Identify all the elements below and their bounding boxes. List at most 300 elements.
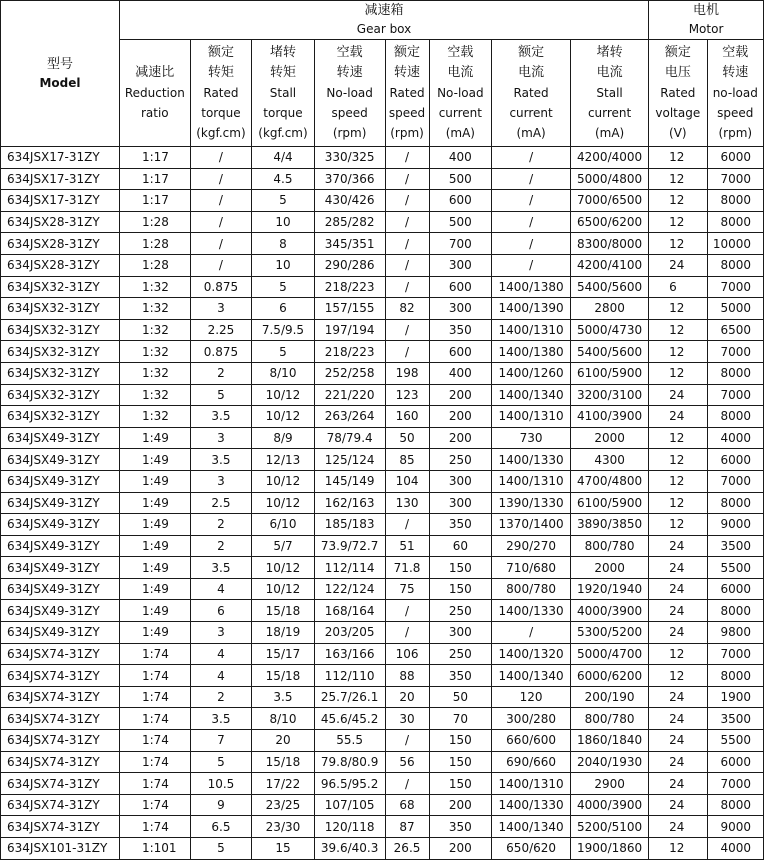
rated-torque-cell: 0.875 [190, 276, 252, 298]
stall-current-cell: 2000 [571, 427, 649, 449]
model-cell: 634JSX49-31ZY [1, 557, 120, 579]
reduction-ratio-cell: 1:32 [119, 298, 190, 320]
rated-torque-cell: / [190, 168, 252, 190]
rated-speed-cell: / [385, 147, 429, 169]
stall-current-cell: 2040/1930 [571, 751, 649, 773]
rated-current-cell: 290/270 [492, 535, 571, 557]
rated-speed-cell: / [385, 233, 429, 255]
table-row [1, 298, 764, 320]
rated-speed-cell: / [385, 276, 429, 298]
no-load-speed-cell: 218/223 [314, 341, 385, 363]
table-row [1, 535, 764, 557]
motor-no-load-speed-cell: 10000 [707, 233, 763, 255]
motor-no-load-speed-header-en: (rpm) [718, 126, 753, 140]
stall-torque-cell: 4.5 [252, 168, 315, 190]
model-cell: 634JSX49-31ZY [1, 578, 120, 600]
no-load-speed-cell: 218/223 [314, 276, 385, 298]
stall-current-header-cn: 堵转 [596, 45, 623, 60]
stall-current-cell: 5200/5100 [571, 816, 649, 838]
no-load-current-header-en: No-load [437, 86, 484, 100]
rated-voltage-cell: 24 [649, 773, 707, 795]
reduction-ratio-cell: 1:49 [119, 470, 190, 492]
reduction-ratio-header-en: Reduction [124, 86, 185, 100]
rated-current-cell: 1400/1320 [492, 643, 571, 665]
rated-torque-cell: / [190, 211, 252, 233]
rated-speed-cell: / [385, 730, 429, 752]
table-row [1, 190, 764, 212]
stall-current-cell: 4000/3900 [571, 794, 649, 816]
rated-current-cell: 1390/1330 [492, 492, 571, 514]
model-cell: 634JSX74-31ZY [1, 708, 120, 730]
no-load-speed-cell: 107/105 [314, 794, 385, 816]
no-load-speed-cell: 122/124 [314, 578, 385, 600]
no-load-current-cell: 200 [429, 794, 492, 816]
table-row [1, 557, 764, 579]
motor-no-load-speed-cell: 3500 [707, 708, 763, 730]
table-row [1, 578, 764, 600]
model-cell: 634JSX17-31ZY [1, 147, 120, 169]
model-cell: 634JSX17-31ZY [1, 168, 120, 190]
stall-torque-cell: 8 [252, 233, 315, 255]
rated-voltage-cell: 24 [649, 751, 707, 773]
stall-current-cell: 4200/4100 [571, 254, 649, 276]
reduction-ratio-cell: 1:32 [119, 384, 190, 406]
table-row [1, 384, 764, 406]
model-cell: 634JSX32-31ZY [1, 362, 120, 384]
stall-torque-cell: 5 [252, 190, 315, 212]
no-load-current-cell: 200 [429, 384, 492, 406]
rated-current-cell: 730 [492, 427, 571, 449]
model-cell: 634JSX28-31ZY [1, 254, 120, 276]
no-load-speed-cell: 370/366 [314, 168, 385, 190]
reduction-ratio-cell: 1:49 [119, 578, 190, 600]
stall-torque-cell: 23/25 [252, 794, 315, 816]
rated-torque-cell: / [190, 147, 252, 169]
rated-current-cell: 1400/1330 [492, 600, 571, 622]
no-load-current-cell: 60 [429, 535, 492, 557]
reduction-ratio-cell: 1:74 [119, 816, 190, 838]
stall-current-header-en: Stall [596, 86, 623, 100]
rated-voltage-cell: 12 [649, 319, 707, 341]
rated-torque-cell: / [190, 254, 252, 276]
motor-no-load-speed-cell: 1900 [707, 686, 763, 708]
motor-no-load-speed-cell: 9000 [707, 514, 763, 536]
rated-voltage-cell: 24 [649, 686, 707, 708]
rated-torque-cell: 2 [190, 535, 252, 557]
stall-torque-cell: 10 [252, 254, 315, 276]
rated-current-header-cn: 额定 [518, 45, 545, 60]
stall-current-cell: 5400/5600 [571, 341, 649, 363]
table-row [1, 427, 764, 449]
stall-current-cell: 800/780 [571, 708, 649, 730]
rated-voltage-cell: 12 [649, 233, 707, 255]
stall-current-cell: 5400/5600 [571, 276, 649, 298]
reduction-ratio-cell: 1:32 [119, 276, 190, 298]
model-cell: 634JSX32-31ZY [1, 341, 120, 363]
rated-current-header-en: current [509, 106, 553, 120]
stall-current-cell: 7000/6500 [571, 190, 649, 212]
stall-current-cell: 800/780 [571, 535, 649, 557]
stall-torque-header-en: (kgf.cm) [258, 126, 308, 140]
model-cell: 634JSX32-31ZY [1, 298, 120, 320]
no-load-current-cell: 350 [429, 665, 492, 687]
stall-torque-cell: 15 [252, 838, 315, 860]
no-load-speed-cell: 163/166 [314, 643, 385, 665]
rated-speed-header-en: speed [388, 106, 426, 120]
stall-current-cell: 3200/3100 [571, 384, 649, 406]
table-row [1, 254, 764, 276]
rated-current-cell: 1370/1400 [492, 514, 571, 536]
no-load-current-cell: 150 [429, 773, 492, 795]
rated-current-cell: 690/660 [492, 751, 571, 773]
table-row [1, 643, 764, 665]
rated-speed-cell: 88 [385, 665, 429, 687]
rated-voltage-cell: 12 [649, 643, 707, 665]
rated-torque-cell: 6 [190, 600, 252, 622]
no-load-speed-cell: 157/155 [314, 298, 385, 320]
model-cell: 634JSX74-31ZY [1, 816, 120, 838]
no-load-current-cell: 300 [429, 254, 492, 276]
model-header [1, 1, 120, 147]
rated-current-cell: / [492, 147, 571, 169]
table-row [1, 794, 764, 816]
model-cell: 634JSX49-31ZY [1, 622, 120, 644]
rated-speed-cell: 50 [385, 427, 429, 449]
rated-voltage-cell: 24 [649, 406, 707, 428]
rated-current-cell: / [492, 190, 571, 212]
rated-speed-cell: 71.8 [385, 557, 429, 579]
rated-torque-header-cn: 转矩 [207, 65, 234, 80]
rated-current-cell: 300/280 [492, 708, 571, 730]
table-row [1, 730, 764, 752]
motor-no-load-speed-cell: 5500 [707, 730, 763, 752]
no-load-current-header-en: current [438, 106, 482, 120]
table-header [1, 1, 764, 147]
rated-voltage-cell: 12 [649, 147, 707, 169]
rated-speed-cell: / [385, 600, 429, 622]
stall-current-cell: 4700/4800 [571, 470, 649, 492]
motor-no-load-speed-header [707, 40, 763, 147]
motor-no-load-speed-cell: 9000 [707, 816, 763, 838]
reduction-ratio-cell: 1:32 [119, 406, 190, 428]
model-cell: 634JSX74-31ZY [1, 794, 120, 816]
no-load-current-cell: 200 [429, 838, 492, 860]
no-load-speed-cell: 345/351 [314, 233, 385, 255]
rated-voltage-cell: 6 [649, 276, 707, 298]
rated-voltage-header-cn: 电压 [664, 65, 691, 80]
rated-speed-cell: / [385, 254, 429, 276]
no-load-current-cell: 600 [429, 190, 492, 212]
rated-voltage-cell: 12 [649, 470, 707, 492]
rated-current-cell: 1400/1310 [492, 406, 571, 428]
model-cell: 634JSX32-31ZY [1, 406, 120, 428]
no-load-speed-cell: 112/114 [314, 557, 385, 579]
motor-no-load-speed-cell: 7000 [707, 470, 763, 492]
rated-current-cell: / [492, 233, 571, 255]
stall-current-cell: 4100/3900 [571, 406, 649, 428]
rated-speed-header-cn: 转速 [394, 65, 421, 80]
no-load-speed-cell: 252/258 [314, 362, 385, 384]
rated-current-cell: 1400/1340 [492, 384, 571, 406]
stall-torque-cell: 10/12 [252, 557, 315, 579]
no-load-speed-cell: 96.5/95.2 [314, 773, 385, 795]
stall-torque-cell: 10 [252, 211, 315, 233]
rated-torque-cell: 9 [190, 794, 252, 816]
rated-voltage-cell: 12 [649, 449, 707, 471]
motor-no-load-speed-cell: 7000 [707, 773, 763, 795]
rated-speed-header-cn: 额定 [394, 45, 421, 60]
no-load-current-header-en: (mA) [445, 126, 475, 140]
rated-speed-cell: 20 [385, 686, 429, 708]
stall-torque-cell: 5/7 [252, 535, 315, 557]
no-load-current-header [429, 40, 492, 147]
no-load-speed-cell: 25.7/26.1 [314, 686, 385, 708]
rated-current-cell: / [492, 211, 571, 233]
reduction-ratio-cell: 1:49 [119, 427, 190, 449]
rated-current-header [492, 40, 571, 147]
reduction-ratio-cell: 1:74 [119, 794, 190, 816]
no-load-current-cell: 70 [429, 708, 492, 730]
reduction-ratio-cell: 1:32 [119, 362, 190, 384]
rated-torque-cell: 2 [190, 514, 252, 536]
motor-no-load-speed-cell: 6000 [707, 147, 763, 169]
no-load-speed-cell: 73.9/72.7 [314, 535, 385, 557]
rated-current-cell: 660/600 [492, 730, 571, 752]
stall-torque-cell: 23/30 [252, 816, 315, 838]
rated-torque-cell: 5 [190, 838, 252, 860]
rated-speed-cell: 87 [385, 816, 429, 838]
model-cell: 634JSX49-31ZY [1, 470, 120, 492]
no-load-speed-cell: 197/194 [314, 319, 385, 341]
motor-no-load-speed-cell: 7000 [707, 276, 763, 298]
reduction-ratio-cell: 1:28 [119, 254, 190, 276]
stall-torque-cell: 20 [252, 730, 315, 752]
no-load-current-cell: 300 [429, 492, 492, 514]
reduction-ratio-header-cn: 减速比 [135, 65, 175, 80]
rated-voltage-cell: 12 [649, 492, 707, 514]
model-cell: 634JSX32-31ZY [1, 384, 120, 406]
model-cell: 634JSX49-31ZY [1, 427, 120, 449]
reduction-ratio-cell: 1:49 [119, 557, 190, 579]
motor-no-load-speed-cell: 9800 [707, 622, 763, 644]
rated-voltage-header-en: voltage [655, 106, 701, 120]
stall-current-cell: 2000 [571, 557, 649, 579]
rated-speed-cell: 106 [385, 643, 429, 665]
table-row [1, 168, 764, 190]
stall-torque-cell: 10/12 [252, 384, 315, 406]
stall-torque-cell: 8/10 [252, 708, 315, 730]
table-row [1, 686, 764, 708]
table-row [1, 773, 764, 795]
no-load-current-cell: 400 [429, 362, 492, 384]
stall-torque-cell: 10/12 [252, 578, 315, 600]
reduction-ratio-cell: 1:74 [119, 773, 190, 795]
motor-no-load-speed-cell: 6500 [707, 319, 763, 341]
no-load-current-cell: 350 [429, 816, 492, 838]
rated-voltage-cell: 24 [649, 794, 707, 816]
reduction-ratio-cell: 1:28 [119, 233, 190, 255]
no-load-speed-cell: 263/264 [314, 406, 385, 428]
motor-no-load-speed-cell: 7000 [707, 384, 763, 406]
motor-no-load-speed-cell: 7000 [707, 168, 763, 190]
no-load-current-cell: 600 [429, 341, 492, 363]
rated-speed-cell: / [385, 514, 429, 536]
table-row [1, 319, 764, 341]
rated-speed-cell: / [385, 341, 429, 363]
no-load-speed-cell: 168/164 [314, 600, 385, 622]
stall-torque-cell: 15/18 [252, 751, 315, 773]
no-load-current-cell: 500 [429, 211, 492, 233]
table-row [1, 276, 764, 298]
no-load-current-header-cn: 电流 [447, 65, 474, 80]
gearbox-header-en: Gear box [356, 22, 412, 36]
stall-torque-cell: 10/12 [252, 470, 315, 492]
rated-current-cell: 1400/1330 [492, 794, 571, 816]
reduction-ratio-cell: 1:74 [119, 665, 190, 687]
rated-speed-cell: 26.5 [385, 838, 429, 860]
no-load-current-cell: 200 [429, 406, 492, 428]
rated-torque-cell: 3 [190, 470, 252, 492]
no-load-current-cell: 150 [429, 557, 492, 579]
model-cell: 634JSX49-31ZY [1, 535, 120, 557]
stall-torque-cell: 3.5 [252, 686, 315, 708]
stall-current-cell: 1860/1840 [571, 730, 649, 752]
motor-no-load-speed-cell: 4000 [707, 838, 763, 860]
motor-no-load-speed-cell: 6000 [707, 578, 763, 600]
rated-current-cell: 650/620 [492, 838, 571, 860]
rated-torque-cell: 3.5 [190, 557, 252, 579]
rated-speed-cell: 130 [385, 492, 429, 514]
rated-speed-header-en: (rpm) [390, 126, 424, 140]
rated-voltage-cell: 12 [649, 514, 707, 536]
no-load-speed-cell: 162/163 [314, 492, 385, 514]
rated-torque-cell: 4 [190, 665, 252, 687]
no-load-speed-header-en: No-load [326, 86, 373, 100]
rated-speed-header [385, 40, 429, 147]
rated-current-cell: 1400/1340 [492, 816, 571, 838]
stall-current-cell: 4200/4000 [571, 147, 649, 169]
motor-no-load-speed-header-en: no-load [712, 86, 758, 100]
reduction-ratio-cell: 1:49 [119, 492, 190, 514]
rated-current-cell: / [492, 254, 571, 276]
no-load-current-cell: 300 [429, 470, 492, 492]
motor-no-load-speed-cell: 5000 [707, 298, 763, 320]
motor-no-load-speed-cell: 5500 [707, 557, 763, 579]
table-row [1, 600, 764, 622]
stall-torque-cell: 4/4 [252, 147, 315, 169]
rated-speed-header-en: Rated [389, 86, 425, 100]
rated-torque-cell: 7 [190, 730, 252, 752]
no-load-current-cell: 150 [429, 730, 492, 752]
stall-current-cell: 6100/5900 [571, 362, 649, 384]
stall-torque-header-cn: 转矩 [269, 65, 296, 80]
reduction-ratio-cell: 1:49 [119, 622, 190, 644]
rated-torque-cell: 4 [190, 578, 252, 600]
reduction-ratio-cell: 1:74 [119, 686, 190, 708]
reduction-ratio-cell: 1:74 [119, 751, 190, 773]
rated-voltage-cell: 12 [649, 190, 707, 212]
stall-torque-cell: 15/18 [252, 665, 315, 687]
no-load-speed-cell: 79.8/80.9 [314, 751, 385, 773]
table-row [1, 341, 764, 363]
no-load-current-cell: 400 [429, 147, 492, 169]
rated-speed-cell: 123 [385, 384, 429, 406]
gearbox-header-cn: 减速箱 [364, 3, 404, 18]
model-cell: 634JSX28-31ZY [1, 233, 120, 255]
rated-speed-cell: 51 [385, 535, 429, 557]
table-row [1, 449, 764, 471]
stall-current-cell: 5000/4700 [571, 643, 649, 665]
rated-speed-cell: 198 [385, 362, 429, 384]
rated-voltage-header-cn: 额定 [664, 45, 691, 60]
table-row [1, 492, 764, 514]
rated-speed-cell: / [385, 319, 429, 341]
stall-torque-header-en: torque [263, 106, 303, 120]
motor-no-load-speed-header-cn: 空载 [722, 45, 749, 60]
table-row [1, 514, 764, 536]
no-load-speed-cell: 185/183 [314, 514, 385, 536]
stall-torque-cell: 6/10 [252, 514, 315, 536]
rated-torque-header-cn: 额定 [207, 45, 234, 60]
reduction-ratio-cell: 1:101 [119, 838, 190, 860]
rated-speed-cell: / [385, 622, 429, 644]
rated-voltage-cell: 12 [649, 665, 707, 687]
no-load-speed-cell: 290/286 [314, 254, 385, 276]
motor-no-load-speed-cell: 7000 [707, 341, 763, 363]
model-cell: 634JSX74-31ZY [1, 773, 120, 795]
motor-no-load-speed-cell: 4000 [707, 427, 763, 449]
rated-torque-cell: / [190, 190, 252, 212]
rated-current-cell: 1400/1310 [492, 319, 571, 341]
rated-torque-cell: 3 [190, 427, 252, 449]
stall-current-cell: 4300 [571, 449, 649, 471]
motor-no-load-speed-cell: 8000 [707, 665, 763, 687]
rated-speed-cell: / [385, 190, 429, 212]
motor-no-load-speed-cell: 6000 [707, 751, 763, 773]
no-load-speed-cell: 221/220 [314, 384, 385, 406]
stall-torque-cell: 12/13 [252, 449, 315, 471]
rated-torque-cell: 4 [190, 643, 252, 665]
rated-torque-cell: 2 [190, 362, 252, 384]
no-load-speed-header [314, 40, 385, 147]
no-load-speed-cell: 203/205 [314, 622, 385, 644]
motor-no-load-speed-cell: 8000 [707, 211, 763, 233]
reduction-ratio-cell: 1:49 [119, 449, 190, 471]
motor-no-load-speed-cell: 8000 [707, 406, 763, 428]
table-row [1, 816, 764, 838]
stall-torque-cell: 15/17 [252, 643, 315, 665]
rated-voltage-cell: 24 [649, 557, 707, 579]
table-row [1, 147, 764, 169]
reduction-ratio-cell: 1:49 [119, 535, 190, 557]
rated-voltage-cell: 24 [649, 708, 707, 730]
model-header-cn: 型号 [46, 56, 73, 72]
rated-current-cell: 1400/1310 [492, 773, 571, 795]
rated-torque-cell: 5 [190, 384, 252, 406]
motor-no-load-speed-header-en: speed [717, 106, 754, 120]
stall-current-cell: 3890/3850 [571, 514, 649, 536]
rated-torque-cell: 2.25 [190, 319, 252, 341]
rated-voltage-cell: 24 [649, 384, 707, 406]
no-load-speed-cell: 145/149 [314, 470, 385, 492]
no-load-current-cell: 350 [429, 319, 492, 341]
model-cell: 634JSX32-31ZY [1, 319, 120, 341]
stall-current-header-en: current [587, 106, 632, 120]
stall-current-cell: 4000/3900 [571, 600, 649, 622]
motor-no-load-speed-header-cn: 转速 [722, 65, 749, 80]
motor-header [649, 1, 764, 40]
motor-header-cn: 电机 [693, 3, 720, 18]
